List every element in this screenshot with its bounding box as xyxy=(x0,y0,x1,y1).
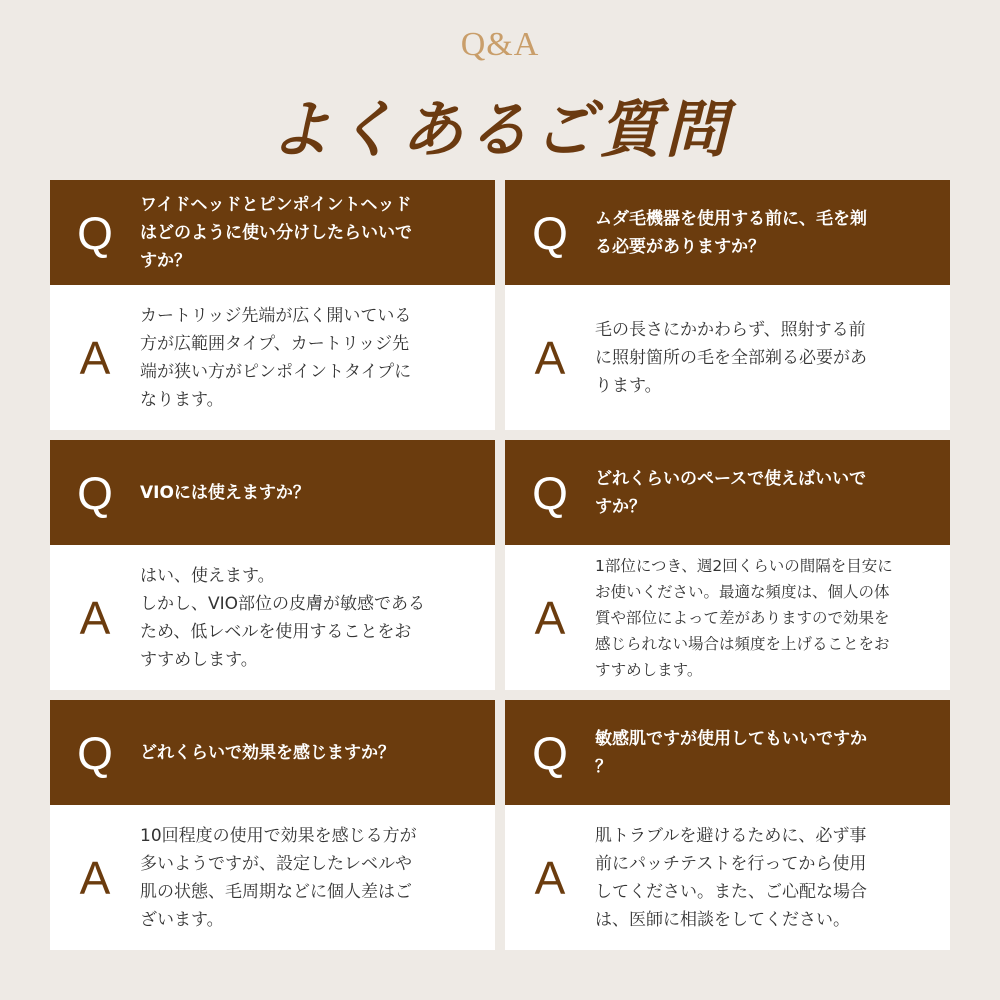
page-title: よくあるご質問 xyxy=(268,93,731,166)
faq-card xyxy=(50,440,495,690)
faq-card xyxy=(505,700,950,950)
answer-row xyxy=(505,805,950,950)
q-label: Q xyxy=(532,726,568,779)
qa-eyebrow: Q&A xyxy=(460,26,540,63)
a-label: A xyxy=(79,331,111,384)
q-label: Q xyxy=(77,466,113,519)
faq-card xyxy=(505,180,950,430)
answer-row xyxy=(50,805,495,950)
answer-row xyxy=(505,545,950,690)
answer-row xyxy=(50,545,495,690)
q-label: Q xyxy=(532,466,568,519)
answer-text: 毛の長さにかかわらず、照射する前 に照射箇所の毛を全部剃る必要があ ります。 xyxy=(595,319,867,396)
question-row xyxy=(505,440,950,545)
faq-card xyxy=(50,700,495,950)
a-label: A xyxy=(534,591,566,644)
answer-text: カートリッジ先端が広く開いている 方が広範囲タイプ、カートリッジ先 端が狭い方がピンポイントタイプに なります。 xyxy=(140,305,412,410)
q-label: Q xyxy=(532,206,568,259)
answer-text: 1部位につき、週2回くらいの間隔を目安に お使いください。最適な頻度は、個人の体 質や部位によって差がありますので効果を 感じられない場合は頻度を上げることをお すすめします。 xyxy=(595,556,893,679)
a-label: A xyxy=(534,331,566,384)
answer-row xyxy=(505,285,950,430)
question-row xyxy=(505,700,950,805)
question-text: ワイドヘッドとピンポイントヘッド はどのように使い分けしたらいいで すか？ xyxy=(140,194,412,271)
question-text: 敏感肌ですが使用してもいいですか ？ xyxy=(595,728,867,777)
answer-text: はい、使えます。 しかし、VIO部位の皮膚が敏感である ため、低レベルを使用することをお すすめします。 xyxy=(140,565,426,670)
question-row xyxy=(50,180,495,285)
answer-row xyxy=(50,285,495,430)
faq-card xyxy=(505,440,950,690)
question-row xyxy=(505,180,950,285)
a-label: A xyxy=(79,591,111,644)
question-text: どれくらいのペースで使えばいいで すか？ xyxy=(595,468,867,517)
q-label: Q xyxy=(77,206,113,259)
a-label: A xyxy=(534,851,566,904)
faq-card xyxy=(50,180,495,430)
question-text: ムダ毛機器を使用する前に、毛を剃 る必要がありますか？ xyxy=(595,208,867,257)
a-label: A xyxy=(79,851,111,904)
answer-text: 10回程度の使用で効果を感じる方が 多いようですが、設定したレベルや 肌の状態、毛周期などに個人差はご ざいます。 xyxy=(140,825,417,930)
question-text: VIOには使えますか？ xyxy=(140,482,310,503)
answer-text: 肌トラブルを避けるために、必ず事 前にパッチテストを行ってから使用 してください。また、ご心配な場合 は、医師に相談をしてください。 xyxy=(595,825,867,930)
q-label: Q xyxy=(77,726,113,779)
question-row xyxy=(50,700,495,805)
question-text: どれくらいで効果を感じますか？ xyxy=(140,742,395,763)
question-row xyxy=(50,440,495,545)
